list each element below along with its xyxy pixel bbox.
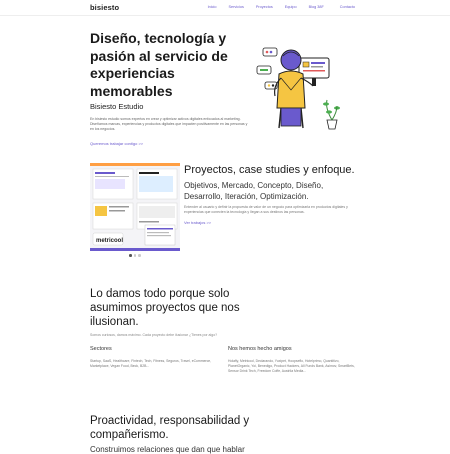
carousel-dot[interactable] [129, 254, 132, 257]
values-subtitle: Construimos relaciones que dan que hablar [90, 445, 245, 454]
values-title: Proactividad, responsabilidad y compañerismo. [90, 415, 250, 441]
hero-description: En bisiesto estudio somos expertos en crear y optimizar activos digitales enfocados al marketing. Diseñamos marcas, experiencias y productos digitales que impacten positivamente en las personas y en los negocios. [90, 117, 248, 132]
carousel-dot[interactable] [138, 254, 141, 257]
nav-inicio[interactable]: Inicio [207, 5, 217, 9]
nav-proyectos[interactable]: Proyectos [255, 5, 273, 9]
hero-subtitle: Bisiesto Estudio [90, 102, 144, 111]
nav-blog[interactable]: Blog 38F [308, 5, 324, 9]
projects-subtitle: Objetivos, Mercado, Concepto, Diseño, Desarrollo, Iteración, Optimización. [184, 181, 324, 201]
hero-title: Diseño, tecnología y pasión al servicio de experiencias memorables [90, 30, 228, 99]
friends-heading: Nos hemos hecho amigos [228, 346, 292, 352]
top-navbar [0, 0, 450, 16]
nav-equipo[interactable]: Equipo [284, 5, 297, 9]
clients-title: Lo damos todo porque solo asumimos proyectos que nos ilusionan. [90, 288, 240, 328]
projects-description: Entender al usuario y definir la propuesta de valor de un negocio para optimizarla en productos digitales y experiencias que conecten la tecnología y llegan a sus destinos las personas. [184, 205, 348, 215]
project-screenshot-carousel[interactable] [90, 163, 180, 251]
friends-list: Holafly, Metricool, Declarando, Yuxipet, Hoopseflo, Hotelprimo, Quantitivo, PlanetOrganic, Yoi, Benedigo, Product Hackers, All Funds Bank, Asimov, SmartBets, Sensor Drink Tech, Freedom Coffe, Austrila Media... [228, 359, 355, 374]
nav-servicios[interactable]: Servicios [228, 5, 244, 9]
projects-title: Proyectos, case studies y enfoque. [184, 164, 355, 176]
carousel-dot[interactable] [134, 254, 137, 257]
nav-contacto[interactable]: Contacto [339, 5, 355, 9]
contact-link[interactable]: Queremos trabajar contigo >> [90, 141, 144, 146]
metricool-caption: metricool [96, 238, 124, 244]
brand-logo[interactable]: bisiesto [90, 3, 120, 12]
view-works-link[interactable]: Ver trabajos >> [184, 220, 212, 225]
sectors-list: Startup, SaaS, Healthcare, Fintech, Tech, Fitness, Seguros, Travel, eCommerce, Marketplace, Vegan Food, Beck, B2B... [90, 359, 212, 369]
sectors-heading: Sectores [90, 346, 112, 352]
clients-tagline: Somos curiosos, damos máximo. Cada proyecto debe ilusionar ¿Tienes por algo? [90, 333, 218, 337]
person-computer-illustration [255, 38, 345, 130]
main-nav [208, 5, 355, 9]
carousel-dots [129, 254, 141, 257]
